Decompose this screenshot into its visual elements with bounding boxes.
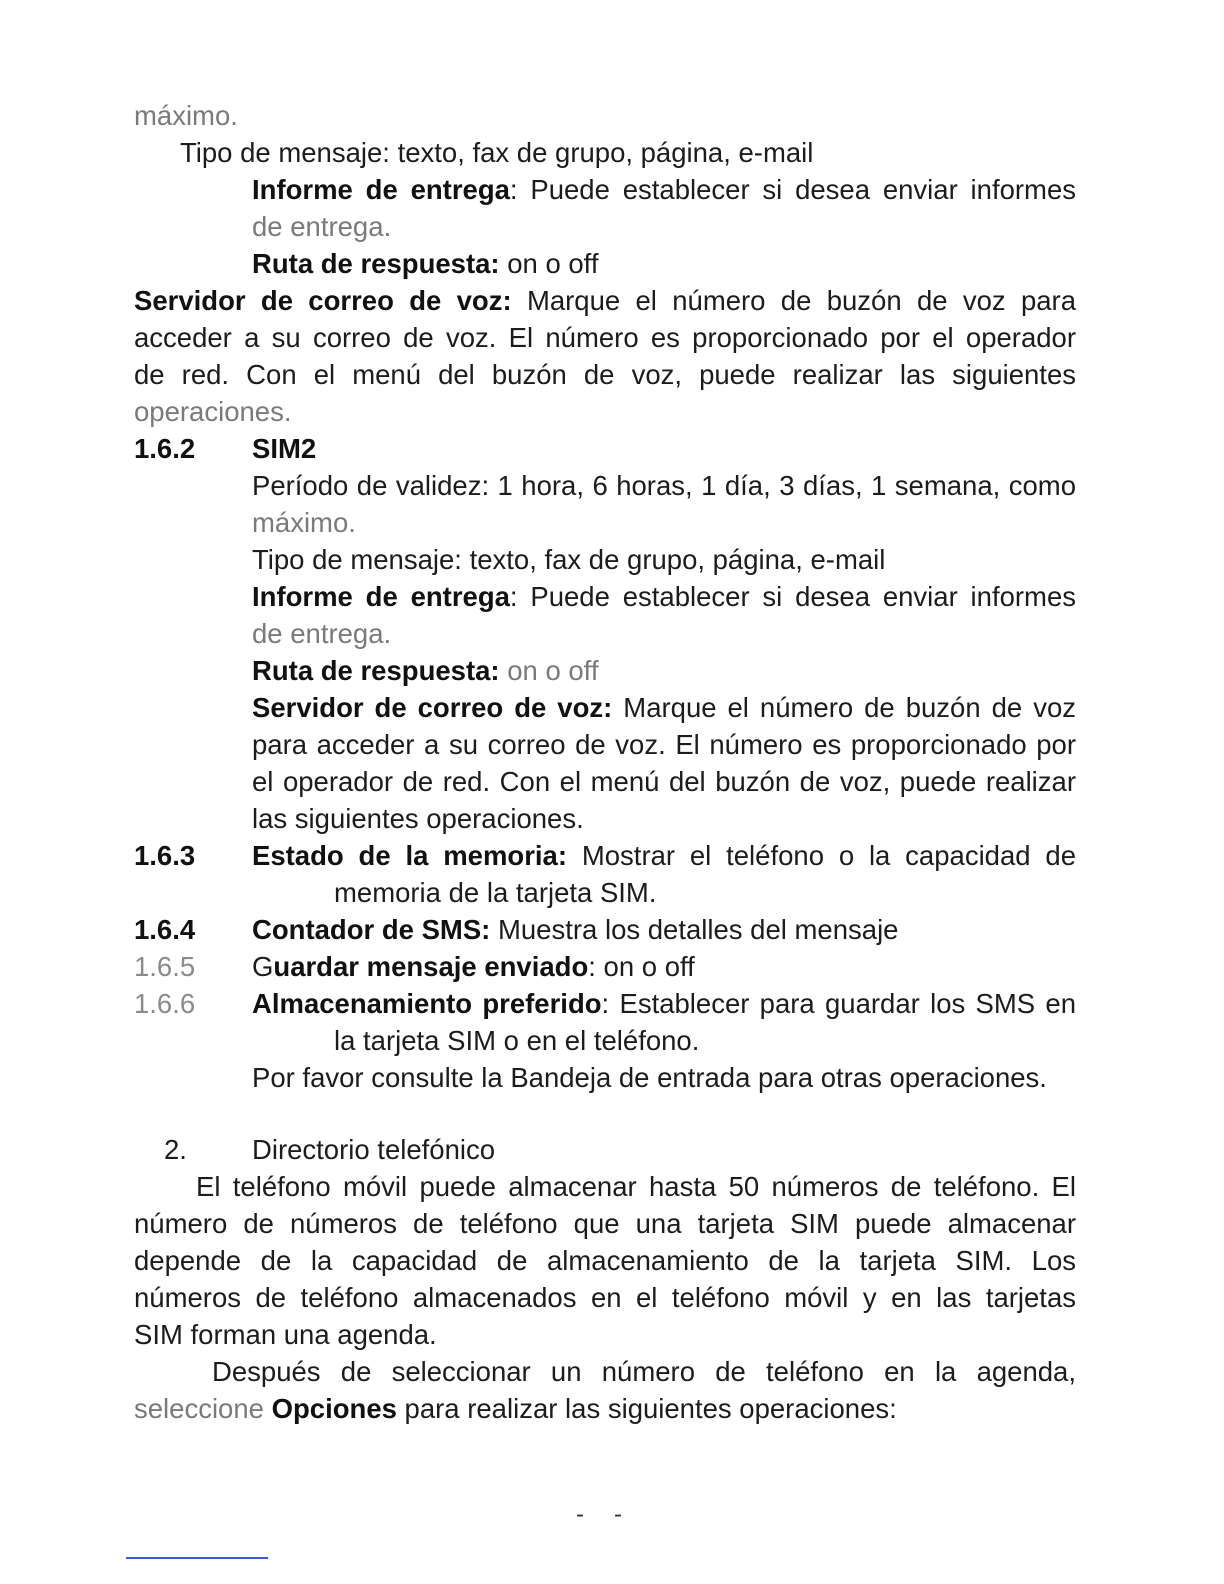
text-line: Por favor consulte la Bandeja de entrada para otras operaciones. — [252, 1062, 1047, 1093]
label-ruta-respuesta: Ruta de respuesta: — [252, 248, 500, 279]
text-line — [134, 282, 1076, 319]
text-line: números de teléfono almacenados en el teléfono móvil y en las tarjetas — [134, 1282, 1076, 1313]
text-line: operaciones. — [134, 396, 292, 427]
text-span: Marque el número de buzón de voz para — [511, 285, 1077, 316]
text-line: memoria de la tarjeta SIM. — [334, 877, 657, 908]
label-informe-entrega: Informe de entrega — [252, 581, 510, 612]
page-number-dash: - — [614, 1501, 622, 1528]
text-span: : on o off — [588, 951, 695, 982]
text-span: Marque el número de buzón de voz — [612, 692, 1076, 723]
label-almacenamiento-preferido: Almacenamiento preferido — [252, 988, 602, 1019]
page-number-dash: - — [576, 1501, 584, 1528]
text-line — [252, 689, 1076, 726]
label-contador-sms: Contador de SMS: — [252, 914, 491, 945]
text-line: máximo. — [134, 100, 238, 131]
label-informe-entrega: Informe de entrega — [252, 174, 510, 205]
text-line: máximo. — [252, 507, 356, 538]
text-line — [252, 985, 1076, 1022]
section-number: 1.6.2 — [134, 433, 196, 464]
text-span: : Puede establecer si desea enviar informes — [509, 581, 1077, 612]
text-span: Muestra los detalles del mensaje — [490, 914, 899, 945]
text-span: para realizar las siguientes operaciones: — [396, 1393, 897, 1424]
text-line: de entrega. — [252, 618, 392, 649]
text-line: de red. Con el menú del buzón de voz, puede realizar las siguientes — [134, 359, 1076, 390]
text-line: para acceder a su correo de voz. El número es proporcionado por — [252, 729, 1076, 760]
text-line: las siguientes operaciones. — [252, 803, 584, 834]
text-span: : Puede establecer si desea enviar informes — [509, 174, 1077, 205]
text-line — [252, 948, 695, 985]
text-span: seleccione — [134, 1393, 272, 1424]
text-span: on o off — [499, 248, 599, 279]
text-line: la tarjeta SIM o en el teléfono. — [334, 1025, 700, 1056]
footnote-divider — [126, 1557, 268, 1559]
text-span: : Establecer para guardar los SMS en — [601, 988, 1076, 1019]
section-title: SIM2 — [252, 433, 317, 464]
label-ruta-respuesta: Ruta de respuesta: — [252, 655, 500, 686]
text-span: Mostrar el teléfono o la capacidad de — [567, 840, 1076, 871]
text-line — [252, 837, 1076, 874]
label-guardar-mensaje: uardar mensaje enviado — [273, 951, 589, 982]
label-estado-memoria: Estado de la memoria: — [252, 840, 568, 871]
text-line — [252, 578, 1076, 615]
text-span: G — [252, 951, 274, 982]
section-number: 1.6.6 — [134, 988, 196, 1019]
section-number: 1.6.5 — [134, 951, 196, 982]
text-line: Período de validez: 1 hora, 6 horas, 1 día, 3 días, 1 semana, como — [252, 470, 1076, 501]
section-title: Directorio telefónico — [252, 1134, 496, 1165]
text-line: Tipo de mensaje: texto, fax de grupo, página, e-mail — [180, 137, 814, 168]
text-line — [252, 245, 598, 282]
text-line — [252, 171, 1076, 208]
label-servidor-correo-voz: Servidor de correo de voz: — [134, 285, 512, 316]
text-line: Después de seleccionar un número de teléfono en la agenda, — [212, 1356, 1076, 1387]
section-number: 2. — [164, 1134, 187, 1165]
label-servidor-correo-voz: Servidor de correo de voz: — [252, 692, 613, 723]
text-line — [134, 1390, 897, 1427]
section-number: 1.6.4 — [134, 914, 196, 945]
text-line: El teléfono móvil puede almacenar hasta 50 números de teléfono. El — [196, 1171, 1076, 1202]
text-span: on o off — [499, 655, 599, 686]
label-opciones: Opciones — [271, 1393, 397, 1424]
text-line: número de números de teléfono que una tarjeta SIM puede almacenar — [134, 1208, 1076, 1239]
text-line — [252, 652, 598, 689]
text-line: acceder a su correo de voz. El número es proporcionado por el operador — [134, 322, 1076, 353]
text-line: de entrega. — [252, 211, 392, 242]
text-line: depende de la capacidad de almacenamiento de la tarjeta SIM. Los — [134, 1245, 1076, 1276]
text-line: el operador de red. Con el menú del buzón de voz, puede realizar — [252, 766, 1076, 797]
text-line — [252, 911, 898, 948]
section-number: 1.6.3 — [134, 840, 196, 871]
text-line: Tipo de mensaje: texto, fax de grupo, página, e-mail — [252, 544, 886, 575]
text-line: SIM forman una agenda. — [134, 1319, 437, 1350]
